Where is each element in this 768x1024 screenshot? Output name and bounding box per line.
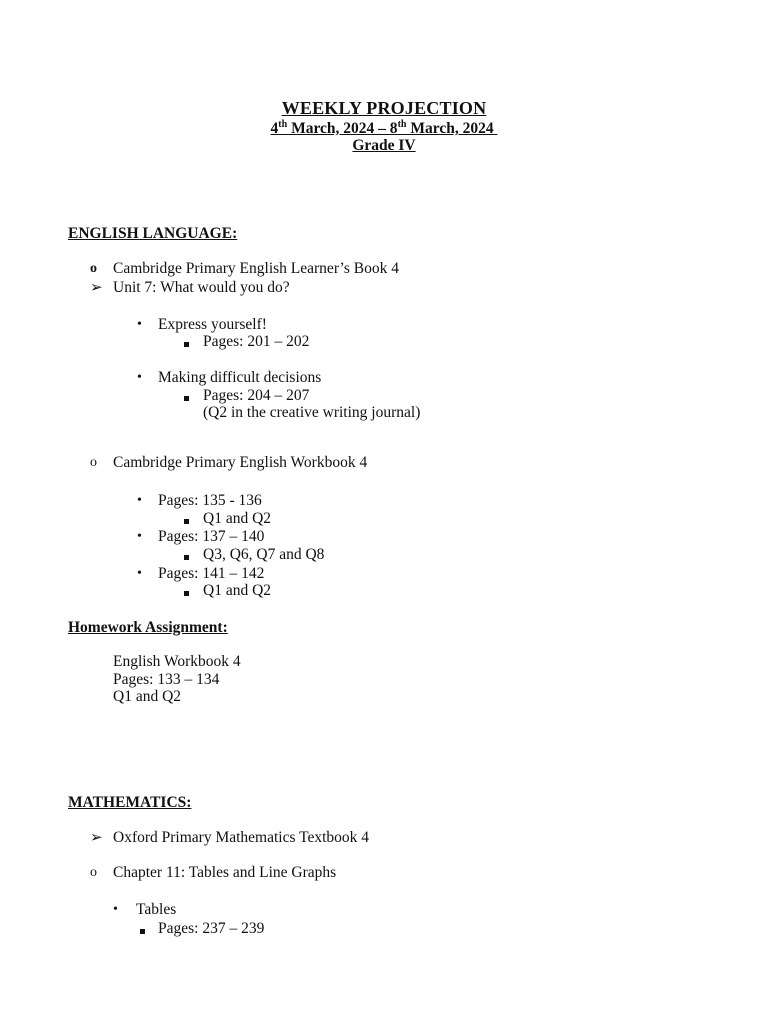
page-title: WEEKLY PROJECTION xyxy=(281,98,487,118)
circle-bullet: o xyxy=(90,455,97,470)
dot-bullet: • xyxy=(137,317,142,332)
workbook-pages: Pages: 135 - 136 xyxy=(158,492,262,509)
arrow-bullet: ➢ xyxy=(90,830,103,846)
date-range-text: 4th March, 2024 – 8th March, 2024 xyxy=(270,119,494,137)
math-heading: MATHEMATICS: xyxy=(68,794,192,811)
workbook-questions: Q3, Q6, Q7 and Q8 xyxy=(203,546,325,563)
math-chapter: Chapter 11: Tables and Line Graphs xyxy=(113,864,337,881)
square-bullet xyxy=(140,921,145,939)
square-bullet xyxy=(184,334,189,352)
english-unit: Unit 7: What would you do? xyxy=(113,279,290,296)
square-bullet xyxy=(184,583,189,601)
dot-bullet: • xyxy=(113,902,118,917)
workbook-questions: Q1 and Q2 xyxy=(203,582,272,599)
square-bullet xyxy=(184,388,189,406)
homework-line2: Pages: 133 – 134 xyxy=(113,671,220,688)
math-topic-pages: Pages: 237 – 239 xyxy=(158,920,265,937)
english-topic1: Express yourself! xyxy=(158,316,267,333)
dot-bullet: • xyxy=(137,370,142,385)
dot-bullet: • xyxy=(137,566,142,581)
english-topic2-note: (Q2 in the creative writing journal) xyxy=(203,404,421,421)
circle-bullet: o xyxy=(90,865,97,880)
math-book: Oxford Primary Mathematics Textbook 4 xyxy=(113,829,370,846)
circle-bullet: o xyxy=(90,261,97,276)
english-topic2-pages: Pages: 204 – 207 xyxy=(203,387,310,404)
math-topic: Tables xyxy=(136,901,177,918)
english-topic2: Making difficult decisions xyxy=(158,369,322,386)
homework-heading: Homework Assignment: xyxy=(68,619,228,636)
english-book2: Cambridge Primary English Workbook 4 xyxy=(113,454,368,471)
workbook-pages: Pages: 137 – 140 xyxy=(158,528,265,545)
square-bullet xyxy=(184,547,189,565)
workbook-pages: Pages: 141 – 142 xyxy=(158,565,265,582)
homework-line1: English Workbook 4 xyxy=(113,653,241,670)
grade-label: Grade IV xyxy=(352,137,416,154)
dot-bullet: • xyxy=(137,493,142,508)
arrow-bullet: ➢ xyxy=(90,280,103,296)
workbook-questions: Q1 and Q2 xyxy=(203,510,272,527)
square-bullet xyxy=(184,511,189,529)
english-heading: ENGLISH LANGUAGE: xyxy=(68,225,238,242)
english-topic1-pages: Pages: 201 – 202 xyxy=(203,333,310,350)
homework-line3: Q1 and Q2 xyxy=(113,688,182,705)
dot-bullet: • xyxy=(137,529,142,544)
english-book1: Cambridge Primary English Learner’s Book 4 xyxy=(113,260,399,277)
